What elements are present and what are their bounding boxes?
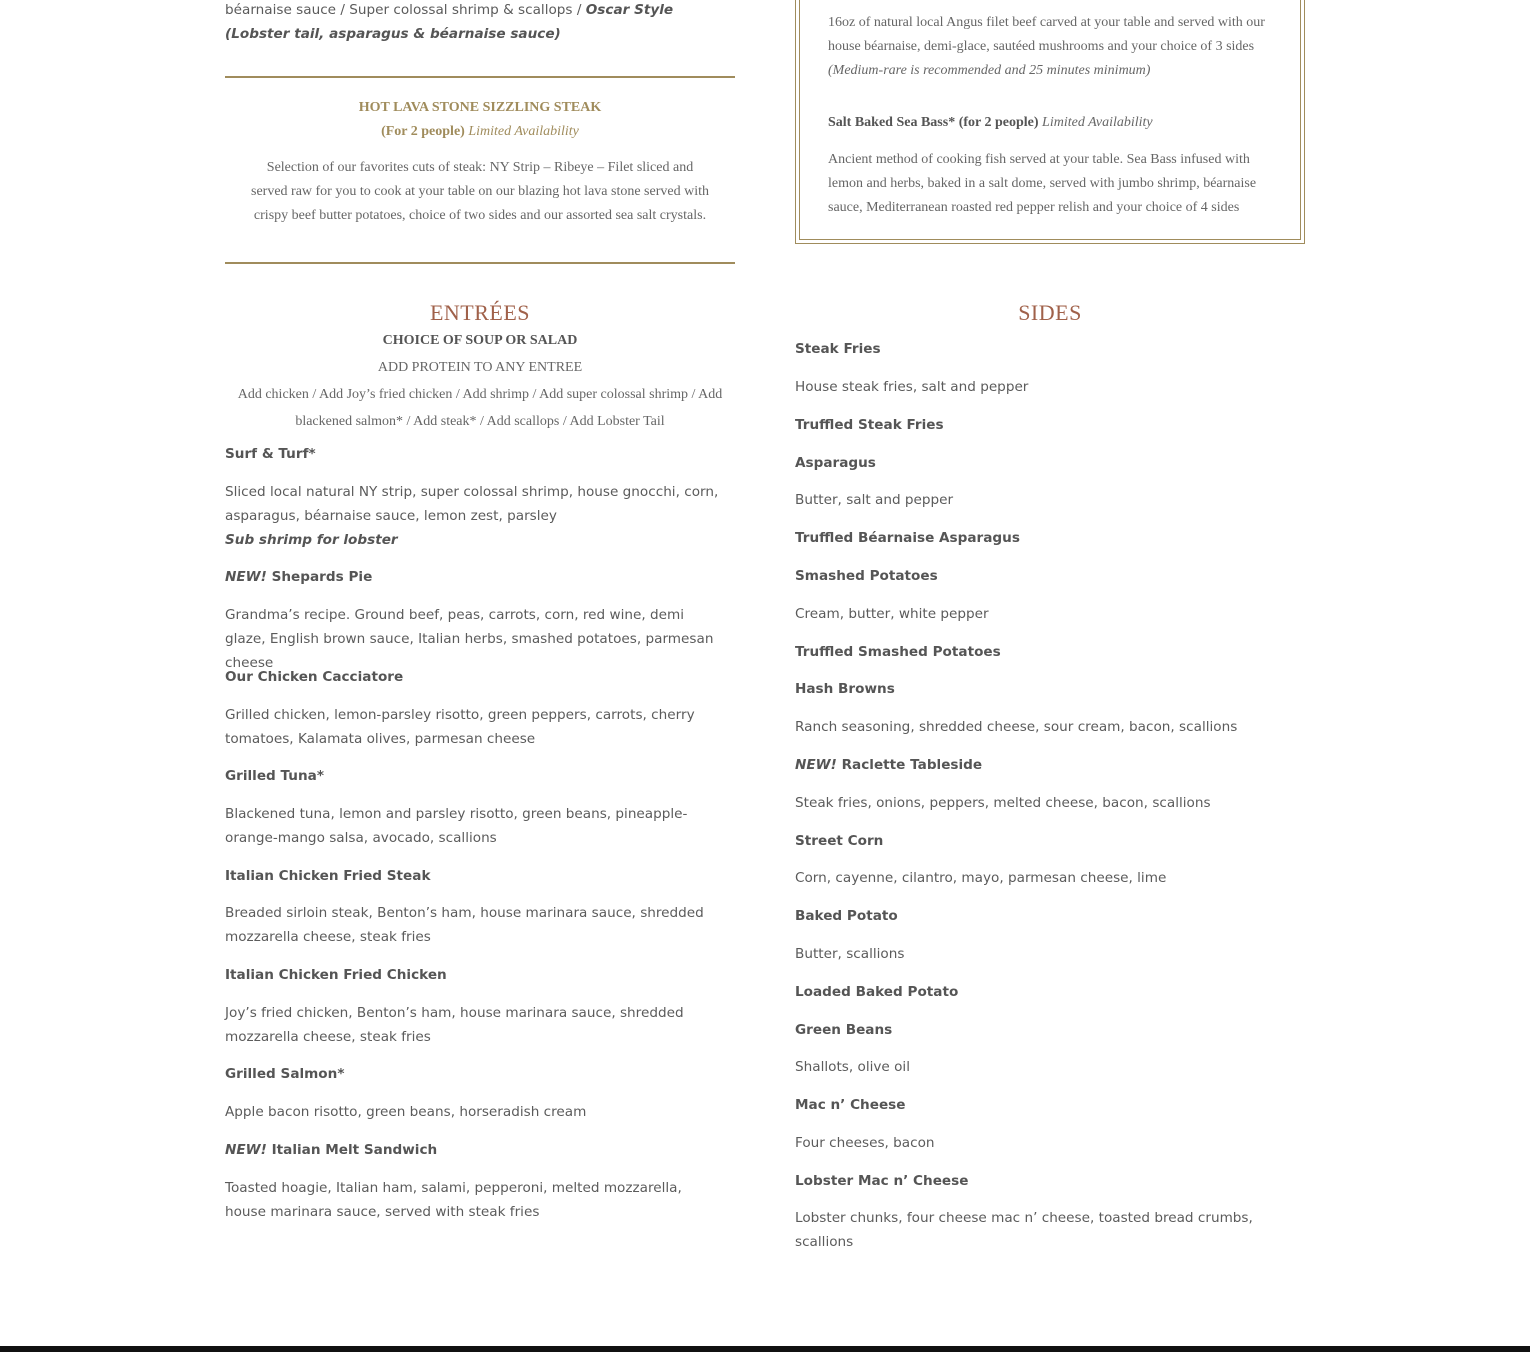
entree-note: Sub shrimp for lobster xyxy=(225,532,398,548)
entree-desc: Blackened tuna, lemon and parsley risotto, green beans, pineapple-orange-mango salsa, avocado, scallions xyxy=(225,806,688,846)
entree-name: Our Chicken Cacciatore xyxy=(225,669,404,685)
entree-name-text: Italian Melt Sandwich xyxy=(271,1142,438,1158)
entrees-heading: ENTRÉES xyxy=(429,300,531,325)
side-name: Hash Browns xyxy=(795,681,895,697)
side-desc: Butter, scallions xyxy=(795,946,905,962)
side-desc: Corn, cayenne, cilantro, mayo, parmesan cheese, lime xyxy=(795,870,1167,886)
add-protein-heading: ADD PROTEIN TO ANY ENTREE xyxy=(377,360,583,375)
side-name: Smashed Potatoes xyxy=(795,568,938,584)
side-desc: Lobster chunks, four cheese mac n’ cheese, toasted bread crumbs, scallions xyxy=(795,1210,1253,1250)
lava-availability: Limited Availability xyxy=(468,124,579,139)
entree-name: Italian Chicken Fried Steak xyxy=(225,868,431,884)
entree-name xyxy=(225,1138,437,1162)
side-desc: Four cheeses, bacon xyxy=(795,1135,935,1151)
entree-desc: Breaded sirloin steak, Benton’s ham, house marinara sauce, shredded mozzarella cheese, steak fries xyxy=(225,905,704,945)
side-name: Asparagus xyxy=(795,455,876,471)
filet-note: (Medium-rare is recommended and 25 minutes minimum) xyxy=(828,63,1151,78)
entree-desc: Grandma’s recipe. Ground beef, peas, carrots, corn, red wine, demi glaze, English brown sauce, Italian herbs, smashed potatoes, parmesan cheese xyxy=(225,607,714,671)
entree-name xyxy=(225,565,372,589)
entree-desc: Joy’s fried chicken, Benton’s ham, house marinara sauce, shredded mozzarella cheese, steak fries xyxy=(225,1005,684,1045)
sides-heading: SIDES xyxy=(1018,300,1082,325)
tableside-inner-border xyxy=(799,0,1301,240)
entree-name: Italian Chicken Fried Chicken xyxy=(225,967,447,983)
entree-name: Grilled Salmon* xyxy=(225,1066,345,1082)
entree-desc: Apple bacon risotto, green beans, horseradish cream xyxy=(225,1104,587,1120)
lava-people: (For 2 people) xyxy=(381,124,465,139)
side-desc: House steak fries, salt and pepper xyxy=(795,379,1029,395)
side-name-text: Raclette Tableside xyxy=(841,757,983,773)
side-desc: Shallots, olive oil xyxy=(795,1059,910,1075)
entree-name-text: Shepards Pie xyxy=(271,569,373,585)
new-badge: NEW! xyxy=(225,1142,267,1158)
sea-bass-name: Salt Baked Sea Bass* (for 2 people) xyxy=(828,115,1039,130)
side-name xyxy=(795,753,982,777)
sea-bass-title xyxy=(828,111,1278,135)
tableside-box xyxy=(795,0,1305,244)
filet-desc-text: 16oz of natural local Angus filet beef carved at your table and served with our house béarnaise, demi-glace, sautéed mushrooms and your choice of 3 sides xyxy=(828,15,1265,54)
side-name: Truffled Steak Fries xyxy=(795,417,944,433)
entree-name: Grilled Tuna* xyxy=(225,768,324,784)
side-name: Green Beans xyxy=(795,1022,893,1038)
side-desc: Steak fries, onions, peppers, melted cheese, bacon, scallions xyxy=(795,795,1211,811)
side-desc: Butter, salt and pepper xyxy=(795,492,954,508)
new-badge: NEW! xyxy=(225,569,267,585)
oscar-style-text xyxy=(225,0,735,46)
lava-stone-box xyxy=(225,76,735,264)
lava-subtitle xyxy=(225,120,735,144)
entree-desc: Grilled chicken, lemon-parsley risotto, green peppers, carrots, cherry tomatoes, Kalamata olives, parmesan cheese xyxy=(225,707,695,747)
add-protein-list: Add chicken / Add Joy’s fried chicken / Add shrimp / Add super colossal shrimp / Add blackened salmon* / Add steak* / Add scallops / Add Lobster Tail xyxy=(237,387,723,429)
entree-desc: Sliced local natural NY strip, super colossal shrimp, house gnocchi, corn, asparagus, béarnaise sauce, lemon zest, parsley xyxy=(225,484,719,524)
side-name: Street Corn xyxy=(795,833,884,849)
side-name: Baked Potato xyxy=(795,908,898,924)
prev-item-text: béarnaise sauce / Super colossal shrimp & scallops / xyxy=(225,2,586,18)
side-name: Truffled Béarnaise Asparagus xyxy=(795,530,1020,546)
side-name: Truffled Smashed Potatoes xyxy=(795,644,1001,660)
lava-title: HOT LAVA STONE SIZZLING STEAK xyxy=(358,100,602,115)
side-name: Steak Fries xyxy=(795,341,881,357)
side-name: Loaded Baked Potato xyxy=(795,984,959,1000)
side-desc: Cream, butter, white pepper xyxy=(795,606,989,622)
new-badge: NEW! xyxy=(795,757,837,773)
entree-desc: Toasted hoagie, Italian ham, salami, pepperoni, melted mozzarella, house marinara sauce, served with steak fries xyxy=(225,1180,682,1220)
footer-bar xyxy=(0,1346,1530,1352)
oscar-style-label: Oscar Style (Lobster tail, asparagus & béarnaise sauce) xyxy=(225,2,674,42)
lava-description: Selection of our favorites cuts of steak: NY Strip – Ribeye – Filet sliced and served raw for you to cook at your table on our blazing hot lava stone served with crispy beef butter potatoes, choice of two sides and our assorted sea salt crystals. xyxy=(251,160,709,223)
choice-soup-salad: CHOICE OF SOUP OR SALAD xyxy=(382,333,578,348)
side-name: Lobster Mac n’ Cheese xyxy=(795,1173,969,1189)
sea-bass-availability: Limited Availability xyxy=(1042,115,1153,130)
sea-bass-description: Ancient method of cooking fish served at your table. Sea Bass infused with lemon and herbs, baked in a salt dome, served with jumbo shrimp, béarnaise sauce, Mediterranean roasted red pepper relish and your choice of 4 sides xyxy=(828,152,1257,215)
filet-description xyxy=(828,11,1278,83)
entree-name: Surf & Turf* xyxy=(225,446,316,462)
side-name: Mac n’ Cheese xyxy=(795,1097,906,1113)
side-desc: Ranch seasoning, shredded cheese, sour cream, bacon, scallions xyxy=(795,719,1238,735)
